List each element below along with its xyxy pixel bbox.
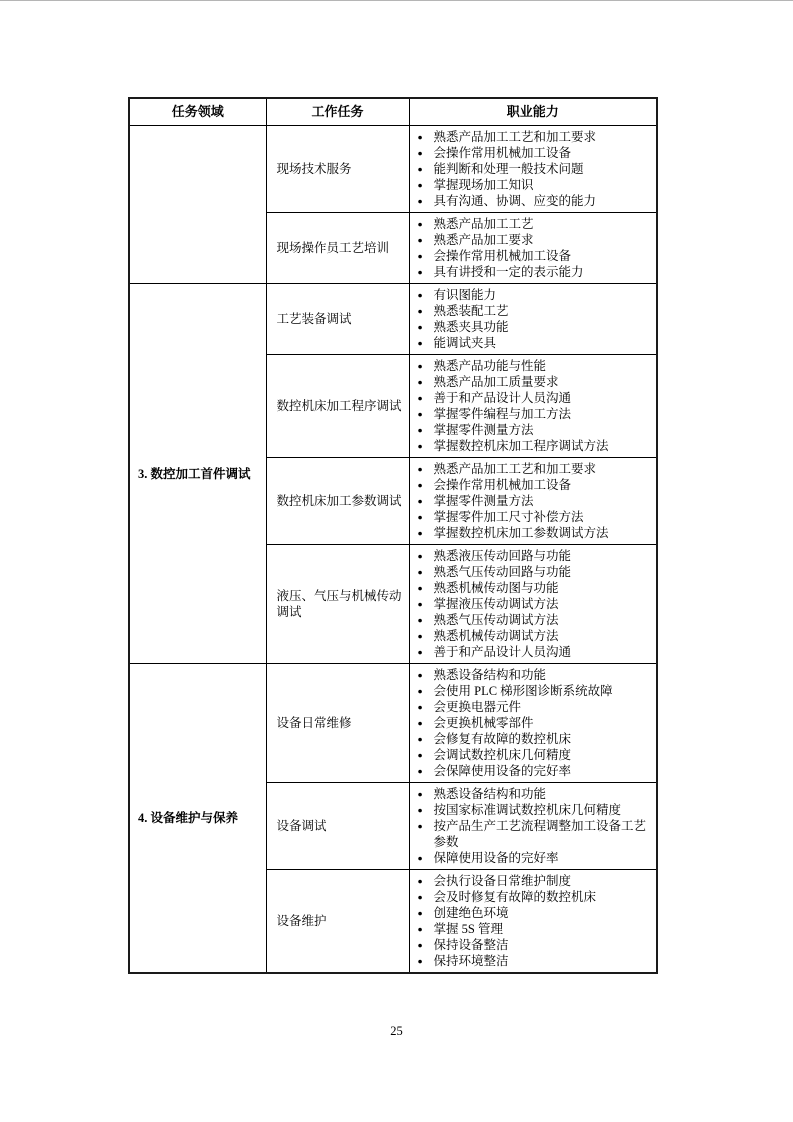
bullet-icon: ● — [417, 196, 423, 206]
ability-text: 熟悉产品功能与性能 — [433, 359, 547, 373]
ability-text: 按国家标准调试数控机床几何精度 — [433, 803, 622, 817]
ability-text: 熟悉产品加工工艺和加工要求 — [433, 462, 597, 476]
bullet-icon: ● — [417, 251, 423, 261]
ability-text: 掌握 5S 管理 — [433, 922, 503, 936]
ability-item — [416, 358, 654, 374]
ability-text: 会操作常用机械加工设备 — [433, 478, 572, 492]
ability-item — [416, 873, 654, 889]
work-task-cell: 设备调试 — [266, 783, 409, 870]
ability-item — [416, 525, 654, 541]
ability-text: 掌握数控机床加工参数调试方法 — [433, 526, 609, 540]
page-number: 25 — [390, 1024, 403, 1038]
ability-text: 能调试夹具 — [433, 336, 497, 350]
ability-text: 掌握液压传动调试方法 — [433, 597, 559, 611]
ability-text: 创建绝色环境 — [433, 906, 509, 920]
ability-item — [416, 667, 654, 683]
ability-text: 会使用 PLC 梯形图诊断系统故障 — [433, 684, 613, 698]
ability-item — [416, 193, 654, 209]
ability-item — [416, 177, 654, 193]
task-area-cell: 3. 数控加工首件调试 — [129, 284, 266, 664]
ability-item — [416, 406, 654, 422]
bullet-icon: ● — [417, 908, 423, 918]
ability-text: 善于和产品设计人员沟通 — [433, 391, 572, 405]
ability-item — [416, 422, 654, 438]
ability-text: 熟悉产品加工质量要求 — [433, 375, 559, 389]
ability-text: 会及时修复有故障的数控机床 — [433, 890, 597, 904]
ability-item — [416, 438, 654, 454]
ability-item — [416, 683, 654, 699]
ability-item — [416, 232, 654, 248]
bullet-icon: ● — [417, 306, 423, 316]
ability-text: 熟悉产品加工工艺和加工要求 — [433, 130, 597, 144]
bullet-icon: ● — [417, 750, 423, 760]
ability-item — [416, 850, 654, 866]
ability-item — [416, 335, 654, 351]
ability-item — [416, 390, 654, 406]
column-header-work-task: 工作任务 — [266, 98, 409, 126]
ability-text: 熟悉装配工艺 — [433, 304, 509, 318]
ability-item — [416, 889, 654, 905]
abilities-cell — [409, 545, 657, 664]
work-task-cell: 现场技术服务 — [266, 126, 409, 213]
bullet-icon: ● — [417, 924, 423, 934]
bullet-icon: ● — [417, 686, 423, 696]
bullet-icon: ● — [417, 512, 423, 522]
ability-item — [416, 129, 654, 145]
ability-item — [416, 747, 654, 763]
bullet-icon: ● — [417, 132, 423, 142]
ability-text: 会修复有故障的数控机床 — [433, 732, 572, 746]
ability-text: 熟悉夹具功能 — [433, 320, 509, 334]
ability-text: 会调试数控机床几何精度 — [433, 748, 572, 762]
table-row — [129, 126, 657, 213]
ability-item — [416, 699, 654, 715]
ability-item — [416, 818, 654, 850]
bullet-icon: ● — [417, 551, 423, 561]
bullet-icon: ● — [417, 647, 423, 657]
bullet-icon: ● — [417, 180, 423, 190]
table-body — [129, 126, 657, 974]
bullet-icon: ● — [417, 377, 423, 387]
ability-text: 会操作常用机械加工设备 — [433, 146, 572, 160]
ability-text: 能判断和处理一般技术问题 — [433, 162, 584, 176]
ability-item — [416, 596, 654, 612]
bullet-icon: ● — [417, 480, 423, 490]
bullet-icon: ● — [417, 425, 423, 435]
ability-item — [416, 905, 654, 921]
bullet-icon: ● — [417, 235, 423, 245]
bullet-icon: ● — [417, 892, 423, 902]
ability-text: 掌握零件测量方法 — [433, 423, 534, 437]
ability-item — [416, 937, 654, 953]
work-task-cell: 数控机床加工程序调试 — [266, 355, 409, 458]
ability-text: 会更换机械零部件 — [433, 716, 534, 730]
ability-item — [416, 216, 654, 232]
bullet-icon: ● — [417, 148, 423, 158]
bullet-icon: ● — [417, 164, 423, 174]
bullet-icon: ● — [417, 322, 423, 332]
ability-text: 熟悉设备结构和功能 — [433, 787, 547, 801]
task-area-cell — [129, 126, 266, 284]
abilities-cell — [409, 458, 657, 545]
bullet-icon: ● — [417, 702, 423, 712]
abilities-cell — [409, 355, 657, 458]
ability-text: 熟悉液压传动回路与功能 — [433, 549, 572, 563]
ability-text: 会操作常用机械加工设备 — [433, 249, 572, 263]
ability-item — [416, 477, 654, 493]
ability-item — [416, 493, 654, 509]
ability-item — [416, 319, 654, 335]
column-header-task-area: 任务领域 — [129, 98, 266, 126]
ability-item — [416, 303, 654, 319]
bullet-icon: ● — [417, 734, 423, 744]
ability-item — [416, 731, 654, 747]
bullet-icon: ● — [417, 821, 423, 831]
ability-text: 掌握现场加工知识 — [433, 178, 534, 192]
ability-text: 保障使用设备的完好率 — [433, 851, 559, 865]
ability-item — [416, 287, 654, 303]
abilities-cell — [409, 664, 657, 783]
ability-item — [416, 145, 654, 161]
ability-item — [416, 509, 654, 525]
ability-item — [416, 763, 654, 779]
table-header-row — [129, 98, 657, 126]
ability-text: 按产品生产工艺流程调整加工设备工艺参数 — [433, 819, 647, 849]
bullet-icon: ● — [417, 583, 423, 593]
work-task-cell: 设备日常维修 — [266, 664, 409, 783]
ability-item — [416, 580, 654, 596]
bullet-icon: ● — [417, 361, 423, 371]
ability-item — [416, 374, 654, 390]
abilities-cell — [409, 126, 657, 213]
ability-text: 善于和产品设计人员沟通 — [433, 645, 572, 659]
ability-text: 掌握零件加工尺寸补偿方法 — [433, 510, 584, 524]
column-header-occupational-ability: 职业能力 — [409, 98, 657, 126]
ability-item — [416, 612, 654, 628]
bullet-icon: ● — [417, 528, 423, 538]
abilities-cell — [409, 870, 657, 974]
ability-text: 会执行设备日常维护制度 — [433, 874, 572, 888]
ability-item — [416, 461, 654, 477]
table-row — [129, 664, 657, 783]
ability-item — [416, 921, 654, 937]
ability-text: 熟悉机械传动调试方法 — [433, 629, 559, 643]
ability-text: 熟悉气压传动调试方法 — [433, 613, 559, 627]
abilities-cell — [409, 213, 657, 284]
work-task-cell: 数控机床加工参数调试 — [266, 458, 409, 545]
ability-item — [416, 161, 654, 177]
work-task-cell: 工艺装备调试 — [266, 284, 409, 355]
ability-text: 会更换电器元件 — [433, 700, 522, 714]
ability-item — [416, 786, 654, 802]
bullet-icon: ● — [417, 599, 423, 609]
bullet-icon: ● — [417, 464, 423, 474]
bullet-icon: ● — [417, 267, 423, 277]
work-task-cell: 现场操作员工艺培训 — [266, 213, 409, 284]
ability-item — [416, 644, 654, 660]
bullet-icon: ● — [417, 615, 423, 625]
ability-text: 熟悉产品加工要求 — [433, 233, 534, 247]
ability-item — [416, 802, 654, 818]
ability-text: 掌握零件编程与加工方法 — [433, 407, 572, 421]
bullet-icon: ● — [417, 338, 423, 348]
ability-text: 会保障使用设备的完好率 — [433, 764, 572, 778]
ability-text: 保持环境整洁 — [433, 954, 509, 968]
work-task-cell: 液压、气压与机械传动调试 — [266, 545, 409, 664]
bullet-icon: ● — [417, 766, 423, 776]
ability-text: 保持设备整洁 — [433, 938, 509, 952]
task-area-cell: 4. 设备维护与保养 — [129, 664, 266, 974]
ability-text: 掌握数控机床加工程序调试方法 — [433, 439, 609, 453]
bullet-icon: ● — [417, 940, 423, 950]
bullet-icon: ● — [417, 441, 423, 451]
ability-text: 具有沟通、协调、应变的能力 — [433, 194, 597, 208]
bullet-icon: ● — [417, 393, 423, 403]
abilities-cell — [409, 284, 657, 355]
bullet-icon: ● — [417, 789, 423, 799]
ability-item — [416, 548, 654, 564]
bullet-icon: ● — [417, 219, 423, 229]
ability-text: 有识图能力 — [433, 288, 497, 302]
bullet-icon: ● — [417, 805, 423, 815]
ability-text: 熟悉机械传动图与功能 — [433, 581, 559, 595]
occupational-ability-table — [128, 97, 658, 974]
bullet-icon: ● — [417, 567, 423, 577]
ability-text: 熟悉气压传动回路与功能 — [433, 565, 572, 579]
bullet-icon: ● — [417, 876, 423, 886]
ability-text: 熟悉设备结构和功能 — [433, 668, 547, 682]
bullet-icon: ● — [417, 496, 423, 506]
abilities-cell — [409, 783, 657, 870]
ability-text: 熟悉产品加工工艺 — [433, 217, 534, 231]
bullet-icon: ● — [417, 670, 423, 680]
table-row — [129, 284, 657, 355]
ability-item — [416, 564, 654, 580]
ability-item — [416, 248, 654, 264]
ability-text: 具有讲授和一定的表示能力 — [433, 265, 584, 279]
bullet-icon: ● — [417, 631, 423, 641]
bullet-icon: ● — [417, 409, 423, 419]
ability-item — [416, 264, 654, 280]
bullet-icon: ● — [417, 956, 423, 966]
ability-item — [416, 715, 654, 731]
bullet-icon: ● — [417, 290, 423, 300]
ability-item — [416, 953, 654, 969]
ability-text: 掌握零件测量方法 — [433, 494, 534, 508]
ability-item — [416, 628, 654, 644]
work-task-cell: 设备维护 — [266, 870, 409, 974]
bullet-icon: ● — [417, 853, 423, 863]
bullet-icon: ● — [417, 718, 423, 728]
